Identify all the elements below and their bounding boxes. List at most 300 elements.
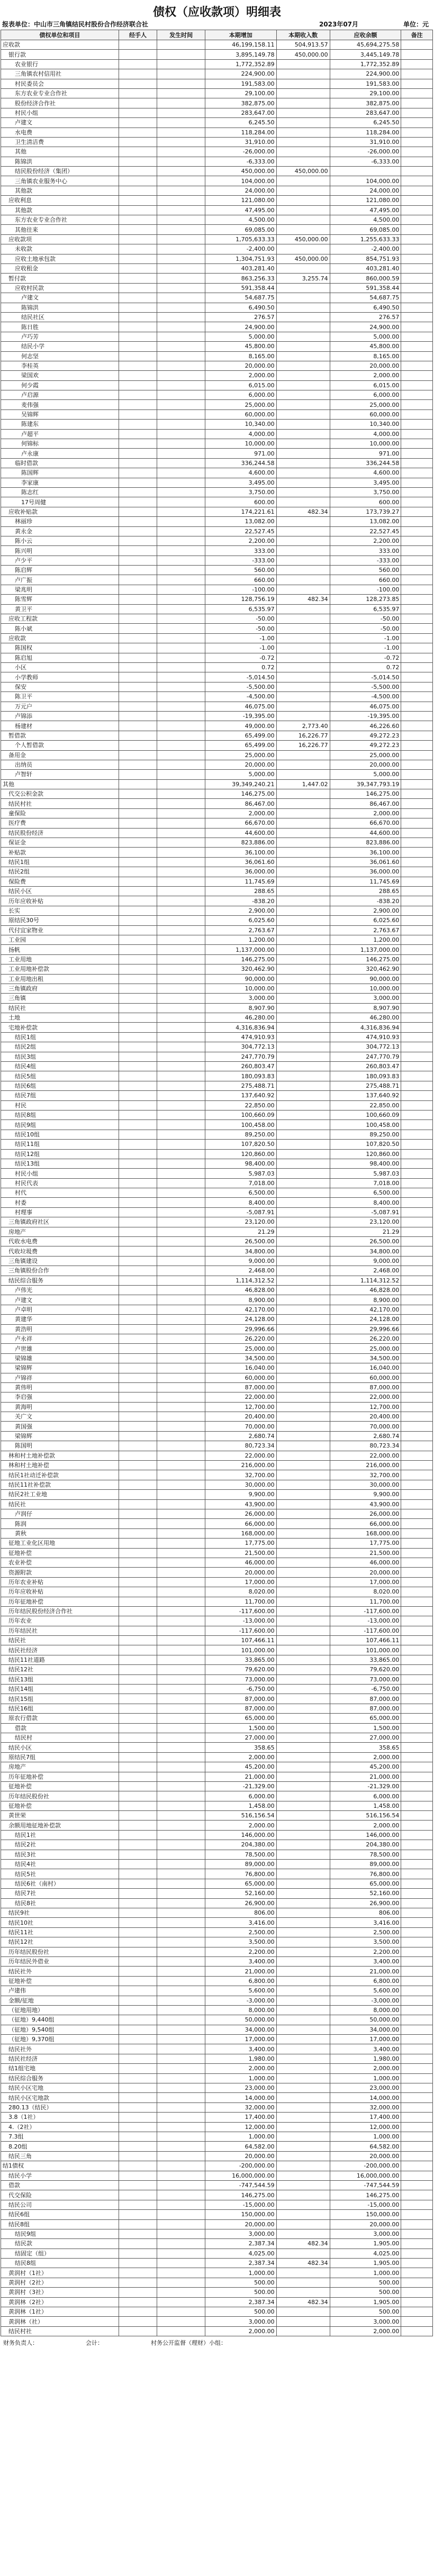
cell-note [401, 69, 433, 79]
cell-handler [119, 1558, 157, 1567]
table-row [1, 400, 433, 409]
cell-date [157, 1976, 205, 1986]
cell-handler [119, 2122, 157, 2132]
cell-bal: 87,000.00 [330, 1704, 401, 1713]
cell-date [157, 1674, 205, 1684]
table-row [1, 954, 433, 964]
cell-date [157, 1850, 205, 1859]
cell-note [401, 2259, 433, 2268]
cell-inc: 146,275.00 [205, 954, 276, 964]
cell-recv [276, 2268, 330, 2278]
table-row [1, 283, 433, 293]
cell-date [157, 1091, 205, 1100]
cell-note [401, 2268, 433, 2278]
cell-inc: 76,800.00 [205, 1869, 276, 1879]
cell-name: 结民社外 [1, 2044, 119, 2054]
cell-inc: 3,000.00 [205, 994, 276, 1003]
cell-bal: 20,000.00 [330, 361, 401, 370]
cell-name: 林和村土地补偿 [1, 1461, 119, 1470]
cell-bal: 6,800.00 [330, 1976, 401, 1986]
cell-name: 结民小学 [1, 342, 119, 351]
table-row [1, 1130, 433, 1139]
cell-bal: 107,466.11 [330, 1636, 401, 1645]
cell-note [401, 1947, 433, 1956]
cell-name: 结民10组 [1, 1130, 119, 1139]
cell-bal: 5,000.00 [330, 332, 401, 341]
cell-inc: 87,000.00 [205, 1704, 276, 1713]
cell-recv [276, 2249, 330, 2258]
table-row [1, 1519, 433, 1528]
cell-bal: 25,000.00 [330, 750, 401, 760]
cell-inc: 89,250.00 [205, 1130, 276, 1139]
cell-note [401, 1344, 433, 1353]
cell-bal: 17,775.00 [330, 1539, 401, 1548]
cell-handler [119, 2180, 157, 2190]
cell-note [401, 1052, 433, 1061]
cell-bal: 1,114,312.52 [330, 1276, 401, 1285]
cell-recv [276, 2073, 330, 2083]
cell-inc: -1.00 [205, 643, 276, 653]
cell-date [157, 799, 205, 808]
cell-inc: 45,200.00 [205, 1762, 276, 1772]
cell-bal: 4,000.00 [330, 429, 401, 439]
cell-bal: 30,000.00 [330, 1480, 401, 1489]
cell-date [157, 633, 205, 643]
cell-inc: 560.00 [205, 566, 276, 575]
cell-inc: 43,900.00 [205, 1499, 276, 1509]
cell-bal: 1,905.00 [330, 2239, 401, 2249]
cell-date [157, 1286, 205, 1295]
table-row [1, 886, 433, 896]
cell-handler [119, 1461, 157, 1470]
cell-date [157, 1927, 205, 1937]
cell-date [157, 1013, 205, 1023]
cell-handler [119, 945, 157, 954]
cell-name: 卢智轩 [1, 770, 119, 779]
cell-name: 结民2社 [1, 1840, 119, 1850]
cell-inc: 66,000.00 [205, 1519, 276, 1528]
cell-name: 梁兆明 [1, 585, 119, 594]
cell-recv [276, 1781, 330, 1791]
cell-bal: -6,333.00 [330, 157, 401, 166]
cell-inc: 17,400.00 [205, 2113, 276, 2122]
cell-handler [119, 1373, 157, 1382]
cell-inc: 2,000.00 [205, 2326, 276, 2336]
table-row [1, 2249, 433, 2258]
cell-name: 应收款项 [1, 234, 119, 244]
cell-date [157, 2326, 205, 2336]
table-row [1, 702, 433, 711]
cell-date [157, 1665, 205, 1674]
cell-name: 卢卓明 [1, 1305, 119, 1314]
cell-bal: 7,018.00 [330, 1178, 401, 1188]
cell-note [401, 848, 433, 857]
cell-recv [276, 1733, 330, 1742]
cell-date [157, 2307, 205, 2317]
cell-recv [276, 108, 330, 117]
cell-recv [276, 2132, 330, 2141]
cell-handler [119, 877, 157, 886]
cell-bal: -21,329.00 [330, 1781, 401, 1791]
cell-name: 结民社经济 [1, 1645, 119, 1655]
cell-inc: 6,000.00 [205, 390, 276, 400]
cell-handler [119, 1996, 157, 2005]
cell-inc: 11,700.00 [205, 1597, 276, 1606]
cell-date [157, 332, 205, 341]
cell-bal: 66,670.00 [330, 818, 401, 828]
cell-recv [276, 1889, 330, 1898]
table-row [1, 1967, 433, 1976]
cell-handler [119, 575, 157, 585]
table-row [1, 789, 433, 799]
table-row [1, 1198, 433, 1207]
cell-date [157, 1840, 205, 1850]
table-row [1, 1743, 433, 1752]
cell-name: 历年征地补偿 [1, 1597, 119, 1606]
cell-note [401, 196, 433, 205]
table-row [1, 2326, 433, 2336]
cell-recv [276, 1665, 330, 1674]
table-row [1, 303, 433, 312]
cell-inc: 3,750.00 [205, 487, 276, 497]
cell-recv: 482.34 [276, 2259, 330, 2268]
cell-bal: 8,907.90 [330, 1003, 401, 1013]
cell-name: 房地产 [1, 1227, 119, 1236]
cell-inc: 2,000.00 [205, 2064, 276, 2073]
cell-recv [276, 1539, 330, 1548]
cell-date [157, 1781, 205, 1791]
cell-recv [276, 1246, 330, 1256]
cell-recv [276, 916, 330, 925]
cell-recv [276, 1441, 330, 1451]
cell-name: 结民15组 [1, 1694, 119, 1704]
table-row [1, 1149, 433, 1159]
cell-inc: 11,745.69 [205, 877, 276, 886]
cell-bal: 22,850.00 [330, 1100, 401, 1110]
cell-inc: 107,820.50 [205, 1140, 276, 1149]
table-row [1, 595, 433, 604]
cell-date [157, 848, 205, 857]
cell-bal: 806.00 [330, 1908, 401, 1918]
table-row [1, 254, 433, 263]
cell-handler [119, 789, 157, 799]
cell-inc: 79,620.00 [205, 1665, 276, 1674]
cell-bal: 33,865.00 [330, 1655, 401, 1664]
cell-name: 结民综合服务 [1, 2073, 119, 2083]
cell-inc: 500.00 [205, 2278, 276, 2287]
cell-inc: -117,600.00 [205, 1626, 276, 1635]
cell-note [401, 517, 433, 526]
table-row [1, 585, 433, 594]
cell-handler [119, 50, 157, 59]
cell-date [157, 196, 205, 205]
cell-note [401, 1207, 433, 1217]
cell-name: 历年应收补贴 [1, 1587, 119, 1597]
cell-recv [276, 2288, 330, 2297]
cell-name: 结民村 [1, 1733, 119, 1742]
cell-note [401, 2132, 433, 2141]
cell-note [401, 59, 433, 69]
col-header-remark: 备注 [401, 30, 433, 40]
cell-name: 陈小云 [1, 536, 119, 545]
cell-note [401, 2044, 433, 2054]
cell-note [401, 234, 433, 244]
table-row [1, 1733, 433, 1742]
cell-inc: 23,120.00 [205, 1217, 276, 1227]
cell-recv [276, 877, 330, 886]
cell-bal: 216,000.00 [330, 1461, 401, 1470]
cell-handler [119, 1100, 157, 1110]
cell-name: 卢建伟 [1, 1986, 119, 1996]
cell-bal: 23,120.00 [330, 1217, 401, 1227]
cell-name: 陈小斌 [1, 624, 119, 633]
cell-recv [276, 546, 330, 556]
cell-note [401, 2307, 433, 2317]
cell-handler [119, 1860, 157, 1869]
cell-recv [276, 2317, 330, 2326]
cell-bal: 22,000.00 [330, 1392, 401, 1402]
table-row [1, 750, 433, 760]
cell-date [157, 1714, 205, 1723]
table-row [1, 1032, 433, 1042]
cell-date [157, 2044, 205, 2054]
cell-recv [276, 2122, 330, 2132]
cell-recv [276, 2151, 330, 2161]
cell-inc: 1,000.00 [205, 2073, 276, 2083]
cell-handler [119, 1315, 157, 1324]
cell-handler [119, 1120, 157, 1130]
cell-bal: -1.00 [330, 633, 401, 643]
cell-name: 黄润村（1社） [1, 2268, 119, 2278]
cell-inc: 66,670.00 [205, 818, 276, 828]
cell-note [401, 575, 433, 585]
cell-name: 结1债权 [1, 2161, 119, 2171]
cell-recv [276, 2307, 330, 2317]
cell-recv [276, 1558, 330, 1567]
cell-recv [276, 1704, 330, 1713]
table-row [1, 604, 433, 614]
cell-handler [119, 702, 157, 711]
cell-handler [119, 1918, 157, 1927]
cell-name: 陈润 [1, 1519, 119, 1528]
cell-note [401, 2151, 433, 2161]
cell-date [157, 2297, 205, 2307]
cell-recv [276, 361, 330, 370]
cell-name: 结民13组 [1, 1159, 119, 1168]
cell-recv [276, 1587, 330, 1597]
cell-bal: 500.00 [330, 2288, 401, 2297]
cell-note [401, 682, 433, 691]
cell-handler [119, 234, 157, 244]
cell-handler [119, 429, 157, 439]
cell-note [401, 1821, 433, 1830]
cell-note [401, 1811, 433, 1821]
cell-inc: 22,000.00 [205, 1451, 276, 1460]
cell-recv [276, 487, 330, 497]
cell-bal: 17,400.00 [330, 2113, 401, 2122]
cell-note [401, 1422, 433, 1431]
cell-recv [276, 682, 330, 691]
cell-handler [119, 1149, 157, 1159]
cell-note [401, 2093, 433, 2102]
cell-inc: -19,395.00 [205, 711, 276, 721]
cell-handler [119, 312, 157, 322]
cell-name: 未收款 [1, 244, 119, 254]
cell-date [157, 789, 205, 799]
cell-inc: -6,750.00 [205, 1685, 276, 1694]
cell-recv [276, 88, 330, 98]
cell-name: 村民代表 [1, 1178, 119, 1188]
cell-name: 关广文 [1, 1412, 119, 1422]
cell-name: 农业补偿 [1, 1558, 119, 1567]
cell-recv [276, 1178, 330, 1188]
cell-date [157, 2268, 205, 2278]
cell-bal: 3,750.00 [330, 487, 401, 497]
cell-bal: 3,500.00 [330, 1937, 401, 1947]
cell-handler [119, 1568, 157, 1577]
cell-note [401, 1246, 433, 1256]
cell-note [401, 2005, 433, 2015]
cell-name: 结民5组 [1, 1071, 119, 1081]
cell-note [401, 1616, 433, 1626]
cell-name: 历年应收补贴 [1, 896, 119, 906]
cell-bal: 4,500.00 [330, 215, 401, 225]
cell-handler [119, 2239, 157, 2249]
cell-handler [119, 274, 157, 283]
table-row [1, 1908, 433, 1918]
cell-note [401, 1402, 433, 1412]
cell-bal: 4,316,836.94 [330, 1023, 401, 1032]
cell-name: 结民社外 [1, 1967, 119, 1976]
table-row [1, 2073, 433, 2083]
receivables-table [1, 30, 433, 2336]
cell-name: 何锦标 [1, 439, 119, 449]
cell-inc: -50.00 [205, 624, 276, 633]
cell-date [157, 663, 205, 672]
cell-note [401, 1723, 433, 1733]
cell-name: 黄海明 [1, 1402, 119, 1412]
table-row [1, 566, 433, 575]
table-row [1, 1918, 433, 1927]
cell-date [157, 2142, 205, 2151]
cell-bal: 47,495.00 [330, 205, 401, 215]
cell-name: 结民综合服务 [1, 1276, 119, 1285]
cell-name: 陈日胜 [1, 322, 119, 332]
cell-name: 资源附款 [1, 1568, 119, 1577]
cell-name: 结民3社 [1, 1850, 119, 1859]
cell-date [157, 994, 205, 1003]
cell-date [157, 1869, 205, 1879]
cell-recv [276, 1373, 330, 1382]
cell-bal: 3,000.00 [330, 2229, 401, 2238]
cell-inc: -333.00 [205, 556, 276, 565]
cell-handler [119, 1042, 157, 1052]
cell-recv [276, 1042, 330, 1052]
cell-bal: 260,803.47 [330, 1062, 401, 1071]
cell-bal: 1,772,352.89 [330, 59, 401, 69]
cell-note [401, 1606, 433, 1616]
cell-date [157, 2122, 205, 2132]
cell-note [401, 332, 433, 341]
cell-name: 李家康 [1, 478, 119, 487]
cell-note [401, 750, 433, 760]
table-row [1, 1577, 433, 1587]
cell-handler [119, 1159, 157, 1168]
cell-date [157, 838, 205, 848]
cell-recv [276, 633, 330, 643]
cell-date [157, 595, 205, 604]
cell-note [401, 1956, 433, 1966]
cell-inc: 34,800.00 [205, 1246, 276, 1256]
cell-name: 结民3组 [1, 1052, 119, 1061]
cell-inc: 12,700.00 [205, 1402, 276, 1412]
cell-handler [119, 371, 157, 380]
cell-name: 东方农业专业合作社 [1, 88, 119, 98]
cell-inc: 9,000.00 [205, 1256, 276, 1266]
table-row [1, 1159, 433, 1168]
cell-name: 结民4社 [1, 1860, 119, 1869]
cell-recv [276, 1295, 330, 1305]
cell-name: 黄润村（2社） [1, 2278, 119, 2287]
cell-date [157, 2249, 205, 2258]
cell-inc: 65,499.00 [205, 731, 276, 740]
cell-note [401, 1918, 433, 1927]
table-row [1, 439, 433, 449]
table-row [1, 1324, 433, 1334]
cell-note [401, 400, 433, 409]
table-row [1, 1509, 433, 1518]
table-row [1, 731, 433, 740]
cell-name: 代交公积金款 [1, 789, 119, 799]
cell-handler [119, 1305, 157, 1314]
cell-handler [119, 283, 157, 293]
cell-inc: 26,900.00 [205, 1898, 276, 1908]
cell-handler [119, 79, 157, 88]
cell-bal: 86,467.00 [330, 799, 401, 808]
cell-name: 梁锦雄 [1, 1353, 119, 1363]
cell-date [157, 293, 205, 303]
cell-date [157, 390, 205, 400]
cell-date [157, 1120, 205, 1130]
cell-note [401, 1539, 433, 1548]
cell-recv [276, 585, 330, 594]
cell-note [401, 604, 433, 614]
table-row [1, 643, 433, 653]
cell-note [401, 1032, 433, 1042]
cell-bal: 64,582.00 [330, 2142, 401, 2151]
cell-recv [276, 857, 330, 867]
cell-inc: 87,000.00 [205, 1694, 276, 1704]
cell-date [157, 526, 205, 536]
table-row [1, 2239, 433, 2249]
cell-name: 李启强 [1, 1392, 119, 1402]
cell-date [157, 1052, 205, 1061]
cell-date [157, 770, 205, 779]
cell-handler [119, 225, 157, 234]
cell-recv [276, 1227, 330, 1236]
cell-handler [119, 1956, 157, 1966]
cell-note [401, 2317, 433, 2326]
cell-handler [119, 1470, 157, 1480]
cell-recv [276, 128, 330, 137]
cell-inc: 46,199,158.11 [205, 40, 276, 50]
cell-date [157, 1577, 205, 1587]
cell-inc: 2,387.34 [205, 2239, 276, 2249]
cell-handler [119, 2171, 157, 2180]
cell-inc: 2,000.00 [205, 1752, 276, 1762]
cell-date [157, 69, 205, 79]
cell-note [401, 896, 433, 906]
